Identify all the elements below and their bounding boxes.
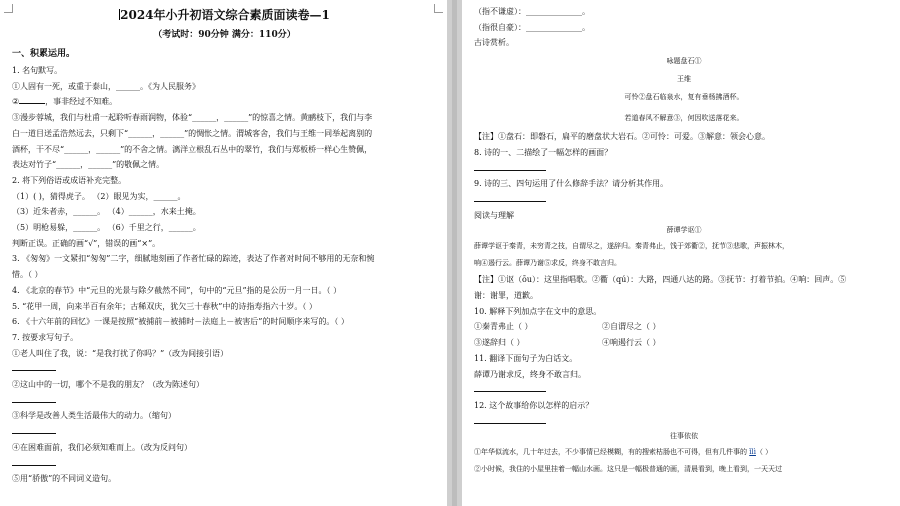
- question-1-a: ①人固有一死，或重于泰山，______。《为人民服务》: [12, 81, 200, 91]
- question-7: 7. 按要求写句子。: [12, 332, 79, 342]
- answer-line: [12, 424, 437, 440]
- question-10: 10. 解释下列加点字在文中的意思。: [474, 306, 602, 316]
- poem-author: 王维: [677, 75, 691, 84]
- answer-blank[interactable]: [474, 382, 546, 392]
- question-3-cont: 惜。（ ）: [12, 270, 43, 280]
- question-7-4: ④在困难面前，我们必须知难而上。（改为反问句）: [12, 442, 192, 452]
- question-9: 9. 诗的三、四句运用了什么修辞手法？请分析其作用。: [474, 179, 669, 189]
- question-10-row: ①秦青弗止（ ） ②自谓尽之（ ）: [474, 322, 661, 332]
- gutter-bar: [452, 0, 457, 506]
- question-1: 1. 名句默写。: [12, 66, 63, 75]
- margin-mark: [434, 4, 443, 13]
- question-12: 12. 这个故事给你以怎样的启示？: [474, 400, 594, 410]
- poem-line: 可怜②盘石临泉水，复有垂杨拂酒杯。: [624, 93, 744, 102]
- page-gutter: [447, 0, 462, 506]
- poem-notes: 【注】①盘石：即磐石，扁平的磨盘状大岩石。②可怜：可爱。③解意：领会心意。: [474, 132, 770, 142]
- question-11-sentence: 薛谭乃谢求反，终身不敢言归。: [474, 369, 586, 379]
- question-7-1: ①老人叫住了我，说：“是我打扰了你吗？”（改为间接引语）: [12, 348, 229, 358]
- question-2: 2. 将下列俗语或成语补充完整。: [12, 175, 127, 185]
- question-1-b: ② ，事非经过不知难。: [12, 94, 437, 110]
- answer-line: [12, 393, 437, 409]
- answer-blank[interactable]: [12, 424, 56, 434]
- poem-section-heading: 古诗赏析。: [474, 38, 514, 48]
- question-6: 6. 《十六年前的回忆》一课是按照“被捕前－被捕时－法庭上－被害后”的时间顺序来写的。（ ）: [12, 317, 349, 327]
- classical-notes: 【注】①讴（ōu）：这里指唱歌。②衢（qú）：大路，四通八达的路。③抚节：打着节拍。④响：回声。⑤: [474, 275, 847, 285]
- modern-text-line: ①年华似流水，几十年过去，不少事情已经模糊，有的搜索枯肠也不可得，但有几件事的 ǐlì（ ）: [474, 448, 773, 457]
- question-8: 8. 诗的一、二描绘了一幅怎样的画面？: [474, 147, 613, 157]
- answer-blank[interactable]: [19, 94, 45, 104]
- question-1-c-line: 表达对竹子“______，______”的敬佩之情。: [12, 160, 165, 170]
- answer-line: [474, 161, 894, 177]
- answer-blank[interactable]: [12, 361, 56, 371]
- poem-title: 咏题盘石①: [666, 57, 702, 66]
- page-left: [0, 0, 447, 506]
- question-10-row: ③遂辞归（ ） ④响遏行云（ ）: [474, 338, 661, 348]
- classical-notes-cont: 谢：谢罪，道歉。: [474, 291, 538, 301]
- question-7-5: ⑤用“骄傲”的不同词义造句。: [12, 474, 117, 484]
- modern-title: 往事依依: [670, 432, 698, 441]
- answer-line: [474, 414, 894, 430]
- judge-instruction: 判断正误。正确的画“√”，错误的画“×”。: [12, 238, 161, 248]
- usage-1: （指不谦虚）：______________。: [474, 7, 590, 16]
- question-1-c-line: 酒杯，干不尽“______，______”的不舍之情。漓洋立根乱石丛中的翠竹，我们与郑板桥一样心生赞佩，: [12, 144, 373, 154]
- question-2-row: （3）近朱者赤，______。 （4）______，水来土掩。: [12, 207, 201, 217]
- question-1-c-line: ③漫步蓉城，我们与杜甫一起聆听春雨润物，体验“______，______”的惊喜之情。黄鹂枝下，我们与李: [12, 113, 373, 123]
- question-4: 4. 《北京的春节》中“元旦的光景与除夕截然不同”，句中的“元旦”指的是公历一月一日。（ ）: [12, 285, 342, 295]
- answer-blank[interactable]: [474, 414, 546, 424]
- classical-title: 薛谭学讴①: [666, 226, 702, 235]
- answer-line: [474, 382, 894, 398]
- answer-blank[interactable]: [12, 456, 56, 466]
- answer-line: [474, 192, 894, 208]
- question-2-row: （5）明枪易躲，______。 （6）千里之行，______。: [12, 223, 201, 233]
- answer-line: [12, 456, 437, 472]
- poem-line: 若道春风不解意③，何因吹送落花来。: [624, 114, 744, 123]
- exam-subtitle: （考试时：90分钟 满分：110分）: [153, 30, 296, 40]
- usage-2: （指很自豪）：______________。: [474, 22, 590, 32]
- answer-blank[interactable]: [474, 161, 546, 171]
- answer-line: [12, 361, 437, 377]
- classical-text-line: 响④遏行云。薛谭乃谢⑤求反，终身不敢言归。: [474, 259, 621, 268]
- reading-heading: 阅读与理解: [474, 210, 514, 220]
- question-5: 5. “花甲一周，向来半百有余年；古稀双庆，犹欠三十春秋”中的诗指寿指六十岁。（ ）: [12, 301, 317, 311]
- question-7-2: ②这山中的一切，哪个不是我的朋友？（改为陈述句）: [12, 380, 204, 390]
- margin-mark: [4, 4, 13, 13]
- question-1-c-line: 白一道目送孟浩然远去，只剩下“______，______”的惆怅之情。渭城客舍，我们与王维一同举起离别的: [12, 128, 373, 138]
- section-heading: 一、积累运用。: [12, 49, 76, 59]
- question-2-row: （1）( )，猜得虎子。 （2）眼见为实，______。: [12, 191, 186, 201]
- modern-text-line: ②小时候，我住的小屋里挂着一幅山水画。这只是一幅极普通的画，清晨看到，晚上看到，一天天过: [474, 465, 782, 474]
- question-3: 3. 《匆匆》一文紧扣“匆匆”二字，细腻地刻画了作者忙碌的踪迹，表达了作者对时间不够用的无奈和惋: [12, 254, 375, 264]
- answer-blank[interactable]: [12, 393, 56, 403]
- page-right: [462, 0, 900, 506]
- question-7-3: ③科学是改善人类生活最伟大的动力。（缩句）: [12, 411, 176, 421]
- answer-blank[interactable]: [474, 192, 546, 202]
- question-11: 11. 翻译下面句子为白话文。: [474, 353, 578, 363]
- classical-text-line: 薛谭学讴于秦青，未穷青之技，自谓尽之，遂辞归。秦青弗止，饯于郊衢②，抚节③悲歌，声振林木，: [474, 242, 789, 251]
- exam-title: 2024年小升初语文综合素质面读卷—1: [120, 8, 330, 22]
